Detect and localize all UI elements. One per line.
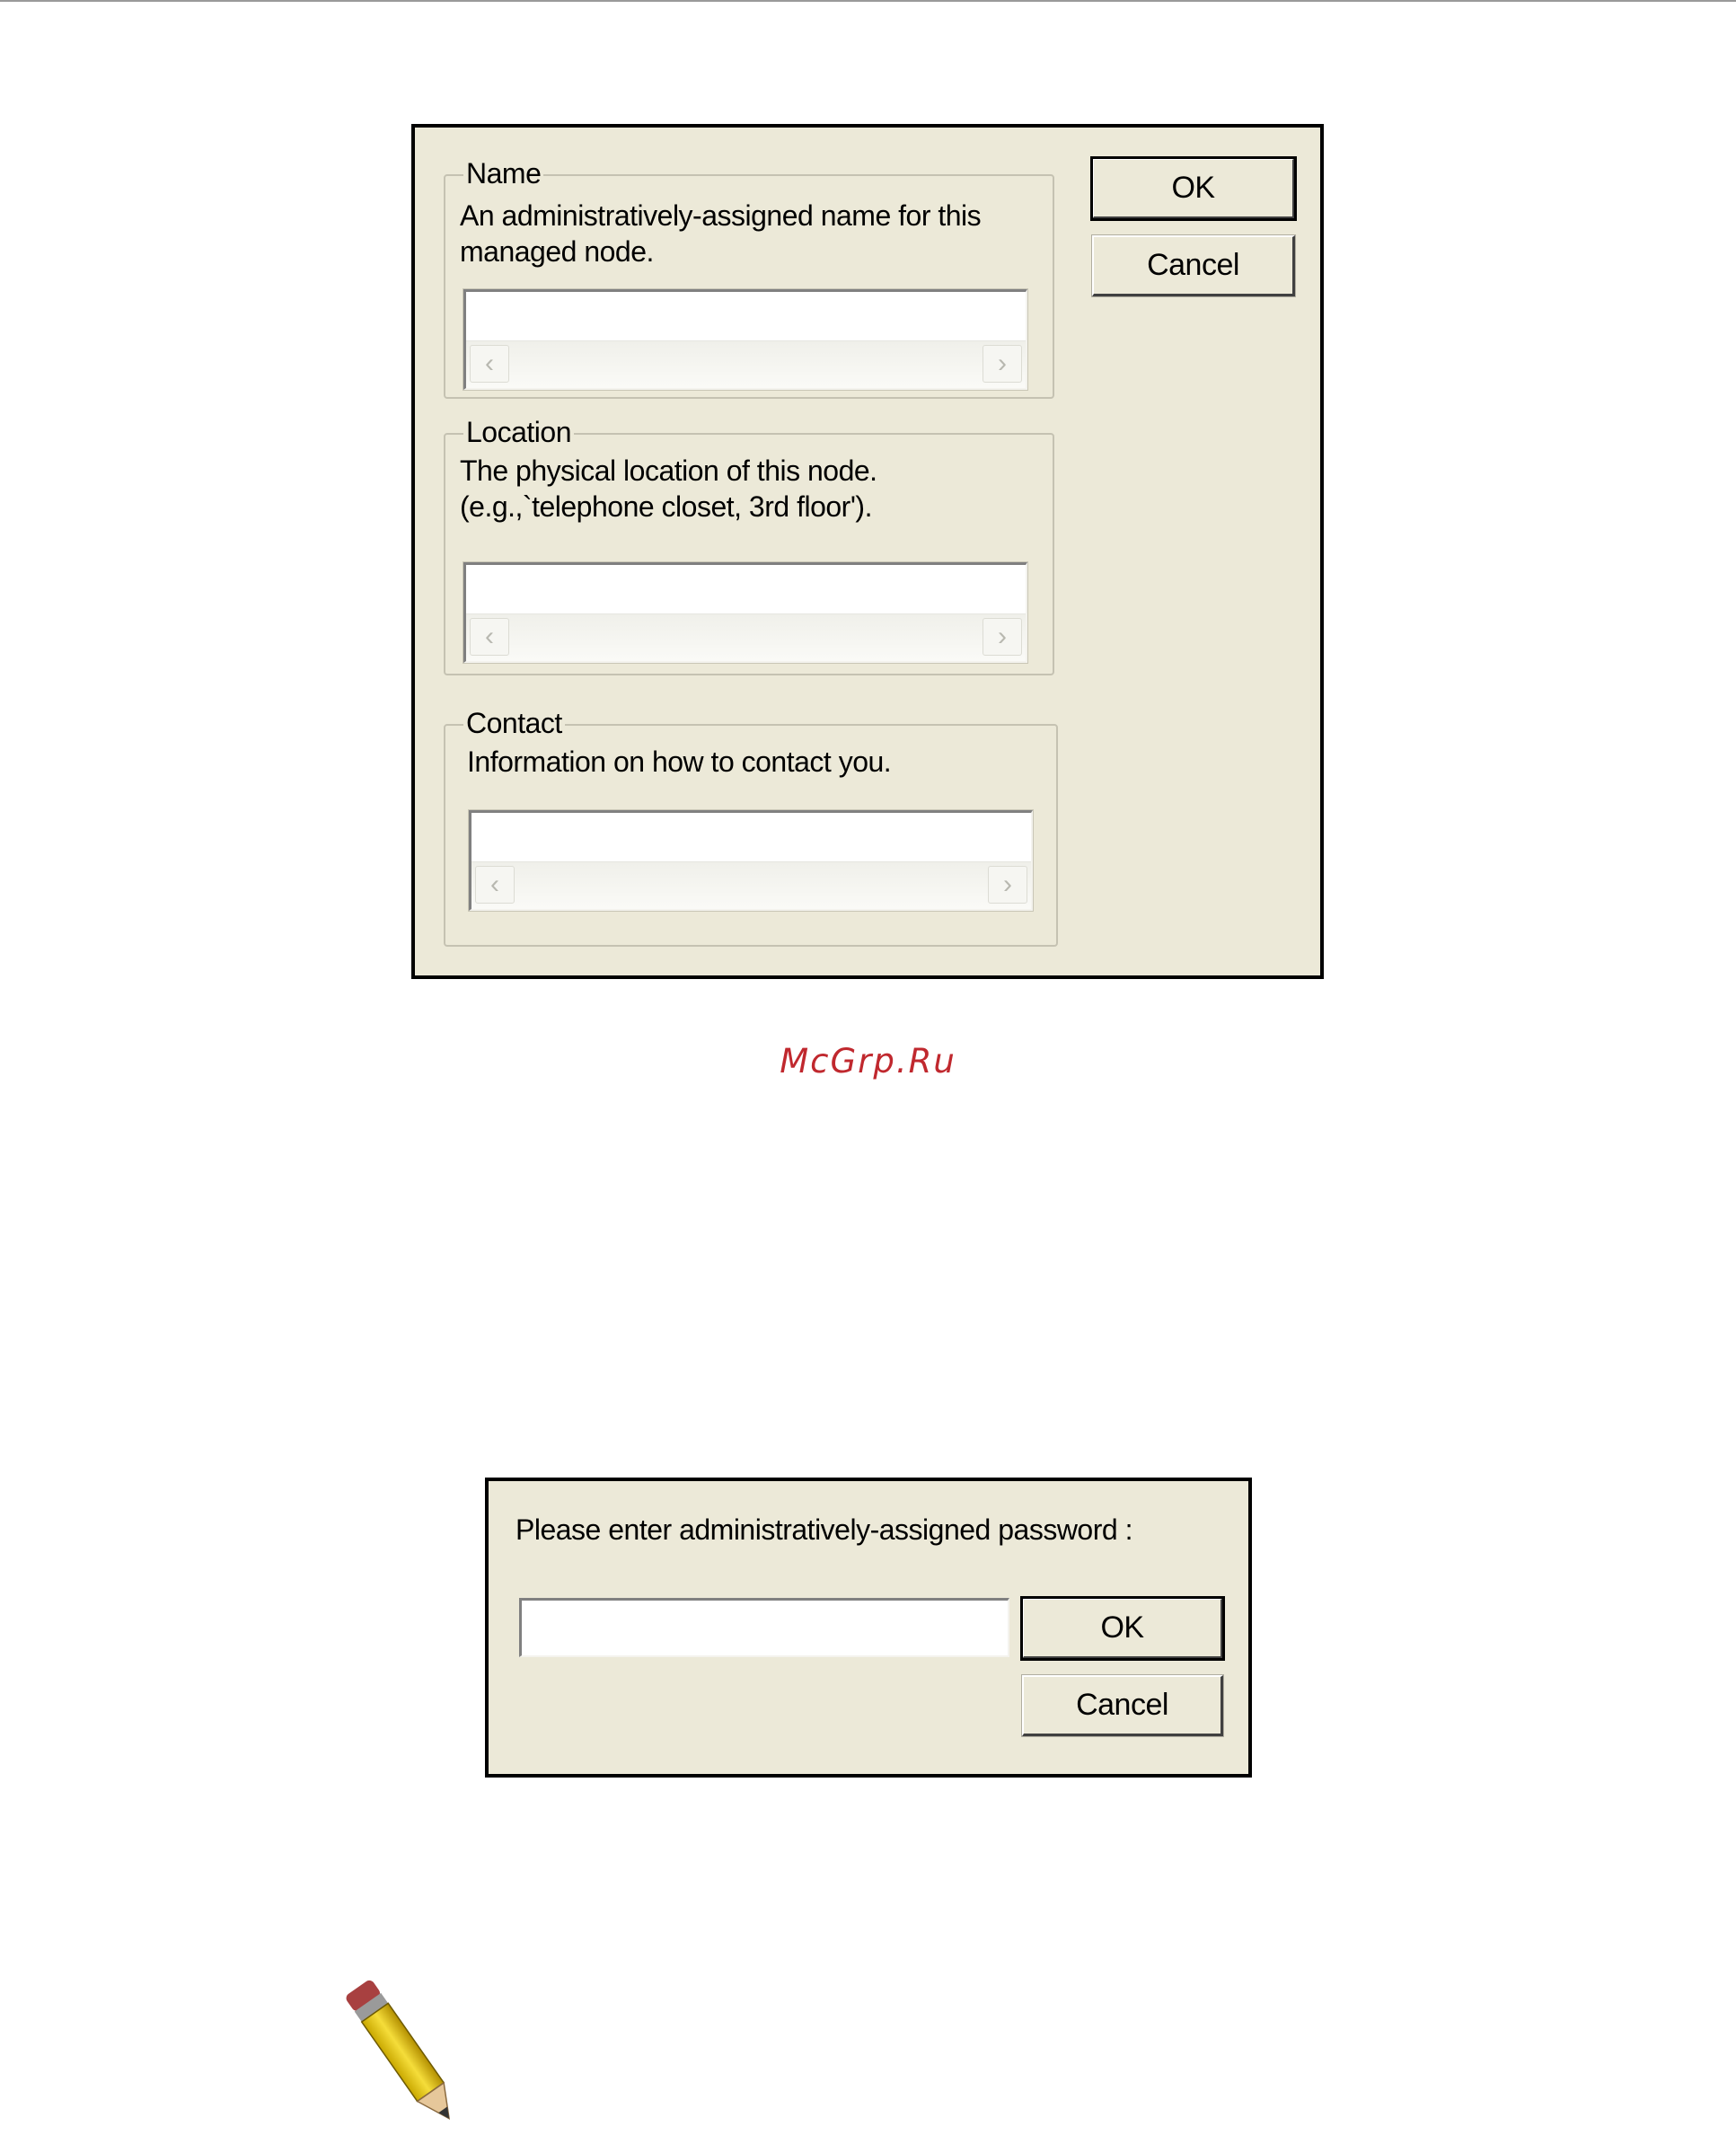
chevron-left-icon[interactable]: ‹ xyxy=(470,345,509,383)
name-group-description xyxy=(460,198,981,269)
password-prompt: Please enter administratively-assigned password : xyxy=(516,1513,1132,1546)
system-info-dialog xyxy=(411,124,1324,979)
location-group-description xyxy=(460,453,877,525)
cancel-button[interactable]: Cancel xyxy=(1092,235,1295,296)
name-horizontal-scrollbar[interactable] xyxy=(466,340,1026,388)
ok-button[interactable]: OK xyxy=(1092,158,1295,219)
chevron-left-icon[interactable]: ‹ xyxy=(475,866,515,904)
name-textarea[interactable] xyxy=(463,289,1027,390)
contact-horizontal-scrollbar[interactable] xyxy=(471,861,1031,909)
contact-textarea[interactable] xyxy=(469,810,1033,911)
name-groupbox xyxy=(444,157,1054,399)
location-group-title: Location xyxy=(463,415,574,449)
location-description-line-2: (e.g.,`telephone closet, 3rd floor'). xyxy=(460,490,872,523)
location-groupbox xyxy=(444,416,1054,675)
watermark-text: McGrp.Ru xyxy=(780,1042,956,1081)
chevron-right-icon[interactable]: › xyxy=(983,345,1022,383)
password-dialog xyxy=(485,1478,1252,1778)
location-textarea[interactable] xyxy=(463,562,1027,663)
contact-group-description xyxy=(467,744,891,780)
location-horizontal-scrollbar[interactable] xyxy=(466,613,1026,661)
contact-description-line-1: Information on how to contact you. xyxy=(467,746,892,778)
pencil-icon xyxy=(319,1958,480,2138)
name-group-title: Name xyxy=(463,156,543,190)
name-description-line-1: An administratively-assigned name for this xyxy=(460,199,982,232)
chevron-right-icon[interactable]: › xyxy=(983,618,1022,656)
contact-groupbox xyxy=(444,707,1058,947)
password-cancel-button[interactable]: Cancel xyxy=(1022,1675,1223,1736)
name-description-line-2: managed node. xyxy=(460,235,654,268)
contact-group-title: Contact xyxy=(463,706,565,740)
chevron-left-icon[interactable]: ‹ xyxy=(470,618,509,656)
location-description-line-1: The physical location of this node. xyxy=(460,454,877,487)
password-ok-button[interactable]: OK xyxy=(1022,1598,1223,1659)
chevron-right-icon[interactable]: › xyxy=(988,866,1027,904)
pencil-body xyxy=(362,2003,444,2101)
page-top-rule xyxy=(0,0,1736,2)
password-input[interactable] xyxy=(519,1598,1009,1657)
